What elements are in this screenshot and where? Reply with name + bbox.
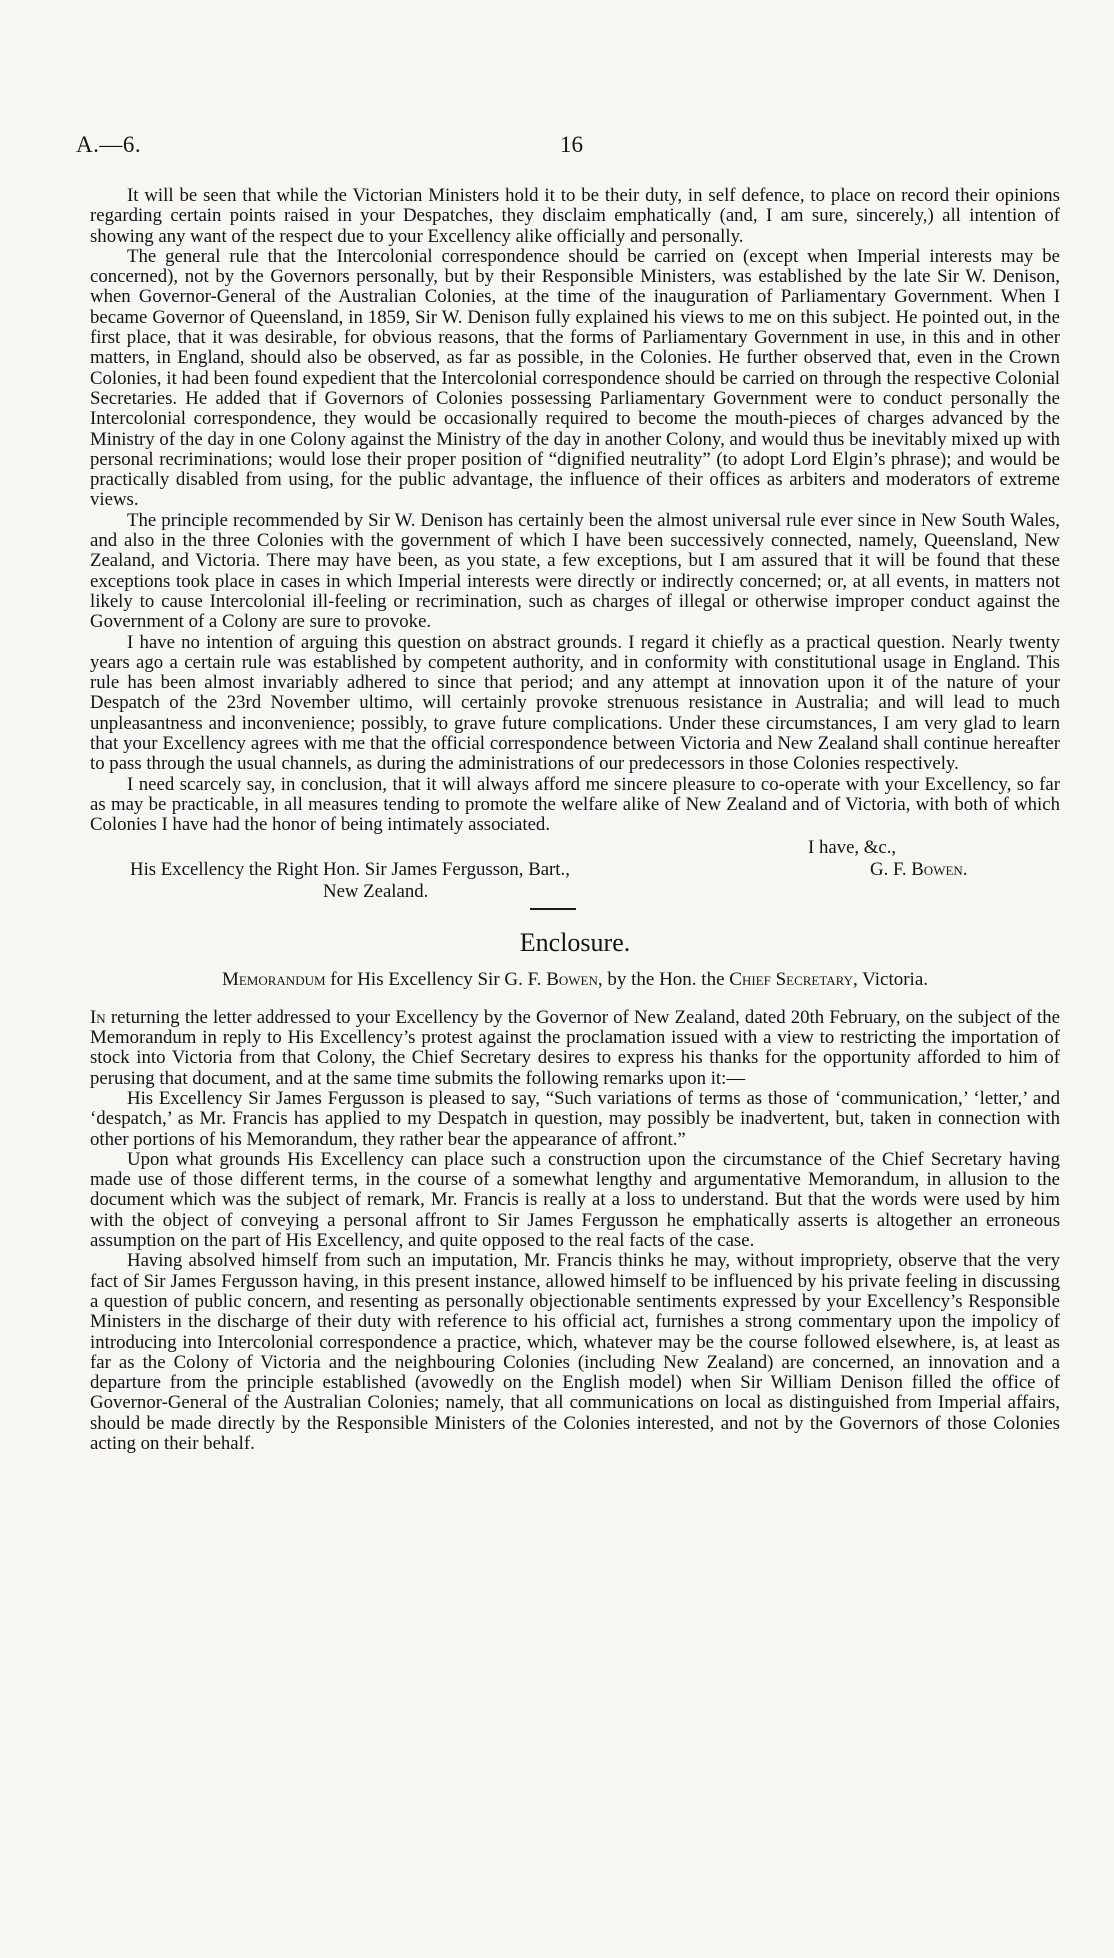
memo-text: , by the Hon. the xyxy=(597,968,730,990)
section-divider xyxy=(530,908,576,910)
enclosure-first-paragraph xyxy=(90,1008,1060,1089)
addressee-location: New Zealand. xyxy=(323,880,429,902)
paragraph: The general rule that the Intercolonial correspondence should be carried on (except when Imperial interests may be concerned), not by the Governors personally, but by their Responsible Ministers, was established by the late Sir W. Denison, when Governor-General of the Australian Colonies, at the time of the inauguration of Parliamentary Government. When I became Governor of Queensland, in 1859, Sir W. Denison fully explained his views to me on this subject. He pointed out, in the first place, that it was desirable, for obvious reasons, that the forms of Parliamentary Government in use, in this and in other matters, in England, should also be observed, as far as possible, in the Colonies. He further observed that, even in the Crown Colonies, it had been found expedient that the Intercolonial correspondence should be carried on through the respective Colonial Secretaries. He added that if Governors of Colonies possessing Parliamentary Government were to conduct personally the Intercolonial correspondence, they would be occasionally required to become the mouth-pieces of charges advanced by the Ministry of the day in one Colony against the Ministry of the day in another Colony, and would thus be inevitably mixed up with personal recriminations; would lose their proper position of “dignified neutrality” (to adopt Lord Elgin’s phrase); and would be practically disabled from using, for the public advantage, the influence of their offices as arbiters and moderators of extreme views. xyxy=(90,245,1060,511)
paragraph: The principle recommended by Sir W. Denison has certainly been the almost universal rule ever since in New South Wales, and also in the three Colonies with the government of which I have been successively connected, namely, Queensland, New Zealand, and Victoria. There may have been, as you state, a few exceptions, but I am assured that it will be found that these exceptions took place in cases in which Imperial interests were directly or indirectly concerned; or, at all events, in matters not likely to cause Intercolonial ill-feeling or recrimination, such as charges of illegal or otherwise improper conduct against the Government of a Colony are sure to provoke. xyxy=(90,509,1060,633)
document-reference: A.—6. xyxy=(76,132,142,157)
paragraph: I need scarcely say, in conclusion, that it will always afford me sincere pleasure to co-operate with your Excellency, so far as may be practicable, in all measures tending to promote the welfare alike of New Zealand and of Victoria, with both of which Colonies I have had the honor of being intimately associated. xyxy=(90,773,1060,836)
drop-word: In xyxy=(90,1006,106,1028)
addressee: His Excellency the Right Hon. Sir James Fergusson, Bart., xyxy=(130,858,570,880)
paragraph: I have no intention of arguing this question on abstract grounds. I regard it chiefly as a practical question. Nearly twenty years ago a certain rule was established by competent authority, and in conformity with constitutional usage in England. This rule has been almost invariably adhered to since that period; and any attempt at innovation upon it of the nature of your Despatch of the 23rd November ultimo, will certainly provoke strenuous resistance in Australia; and will lead to much unpleasantness and inconvenience; possibly, to grave future complications. Under these circumstances, I am very glad to learn that your Excellency agrees with me that the official correspondence between Victoria and New Zealand shall continue hereafter to pass through the usual channels, as during the administrations of our predecessors in those Colonies respectively. xyxy=(90,631,1060,775)
memo-bowen: Bowen xyxy=(546,968,598,990)
memo-secretary: Chief Secretary xyxy=(729,968,853,990)
page-header xyxy=(76,128,1038,168)
paragraph: His Excellency Sir James Fergusson is pleased to say, “Such variations of terms as those of ‘communication,’ ‘letter,’ and ‘despatch,’ as Mr. Francis has applied to my Despatch in question, may possibly be inadvertent, but, taken in connection with other portions of his Memorandum, they rather bear the appearance of affront.” xyxy=(90,1087,1060,1150)
enclosure-title: Enclosure. xyxy=(519,927,631,957)
page-number: 16 xyxy=(560,132,583,157)
paragraph: Having absolved himself from such an imputation, Mr. Francis thinks he may, without impropriety, observe that the very fact of Sir James Fergusson having, in this present instance, allowed himself to be influenced by his private feeling in discussing a question of public concern, and resenting as personally objectionable sentiments expressed by your Excellency’s Responsible Ministers in the discharge of their duty with reference to his official act, furnishes a strong commentary upon the impolicy of introducing into Intercolonial correspondence a practice, which, whatever may be the course followed elsewhere, is, at least as far as the Colony of Victoria and the neighbouring Colonies (including New Zealand) are concerned, an innovation and a departure from the principle established (avowedly on the English model) when Sir William Denison filled the office of Governor-General of the Australian Colonies; namely, that all communications on local as distinguished from Imperial affairs, should be made directly by the Responsible Ministers of the Colonies interested, and not by the Governors of those Colonies acting on their behalf. xyxy=(90,1250,1060,1455)
memo-text: , Victoria. xyxy=(853,968,929,990)
document-body xyxy=(90,186,1060,1454)
letter-closing xyxy=(90,836,1060,902)
paragraph: It will be seen that while the Victorian Ministers hold it to be their duty, in self defence, to place on record their opinions regarding certain points raised in your Despatches, they disclaim emphatically (and, I am sure, sincerely,) all intention of showing any want of the respect due to your Excellency alike officially and personally. xyxy=(90,185,1060,247)
salutation: I have, &c., xyxy=(808,836,897,858)
paragraph: Upon what grounds His Excellency can place such a construction upon the circumstance of the Chief Secretary having made use of those different terms, in the course of a somewhat lengthy and argumentative Memorandum, in allusion to the document which was the subject of remark, Mr. Francis is really at a loss to understand. But that the words were used by him with the object of conveying a personal affront to Sir James Fergusson he emphatically asserts is altogether an erroneous assumption on the part of His Excellency, and quite opposed to the real facts of the case. xyxy=(90,1148,1060,1252)
memo-text: for His Excellency Sir G. F. xyxy=(325,968,547,990)
memorandum-heading xyxy=(90,970,1060,990)
memo-lead: Memorandum xyxy=(221,968,326,990)
signature: G. F. Bowen. xyxy=(870,858,968,880)
paragraph-text: returning the letter addressed to your Excellency by the Governor of New Zealand, dated 20th February, on the subject of the Memorandum in reply to His Excellency’s protest against the proclamation issued with a view to restricting the importation of stock into Victoria from that Colony, the Chief Secretary desires to express his thanks for the opportunity afforded to him of perusing that document, and at the same time submits the following remarks upon it:— xyxy=(90,1006,1060,1089)
